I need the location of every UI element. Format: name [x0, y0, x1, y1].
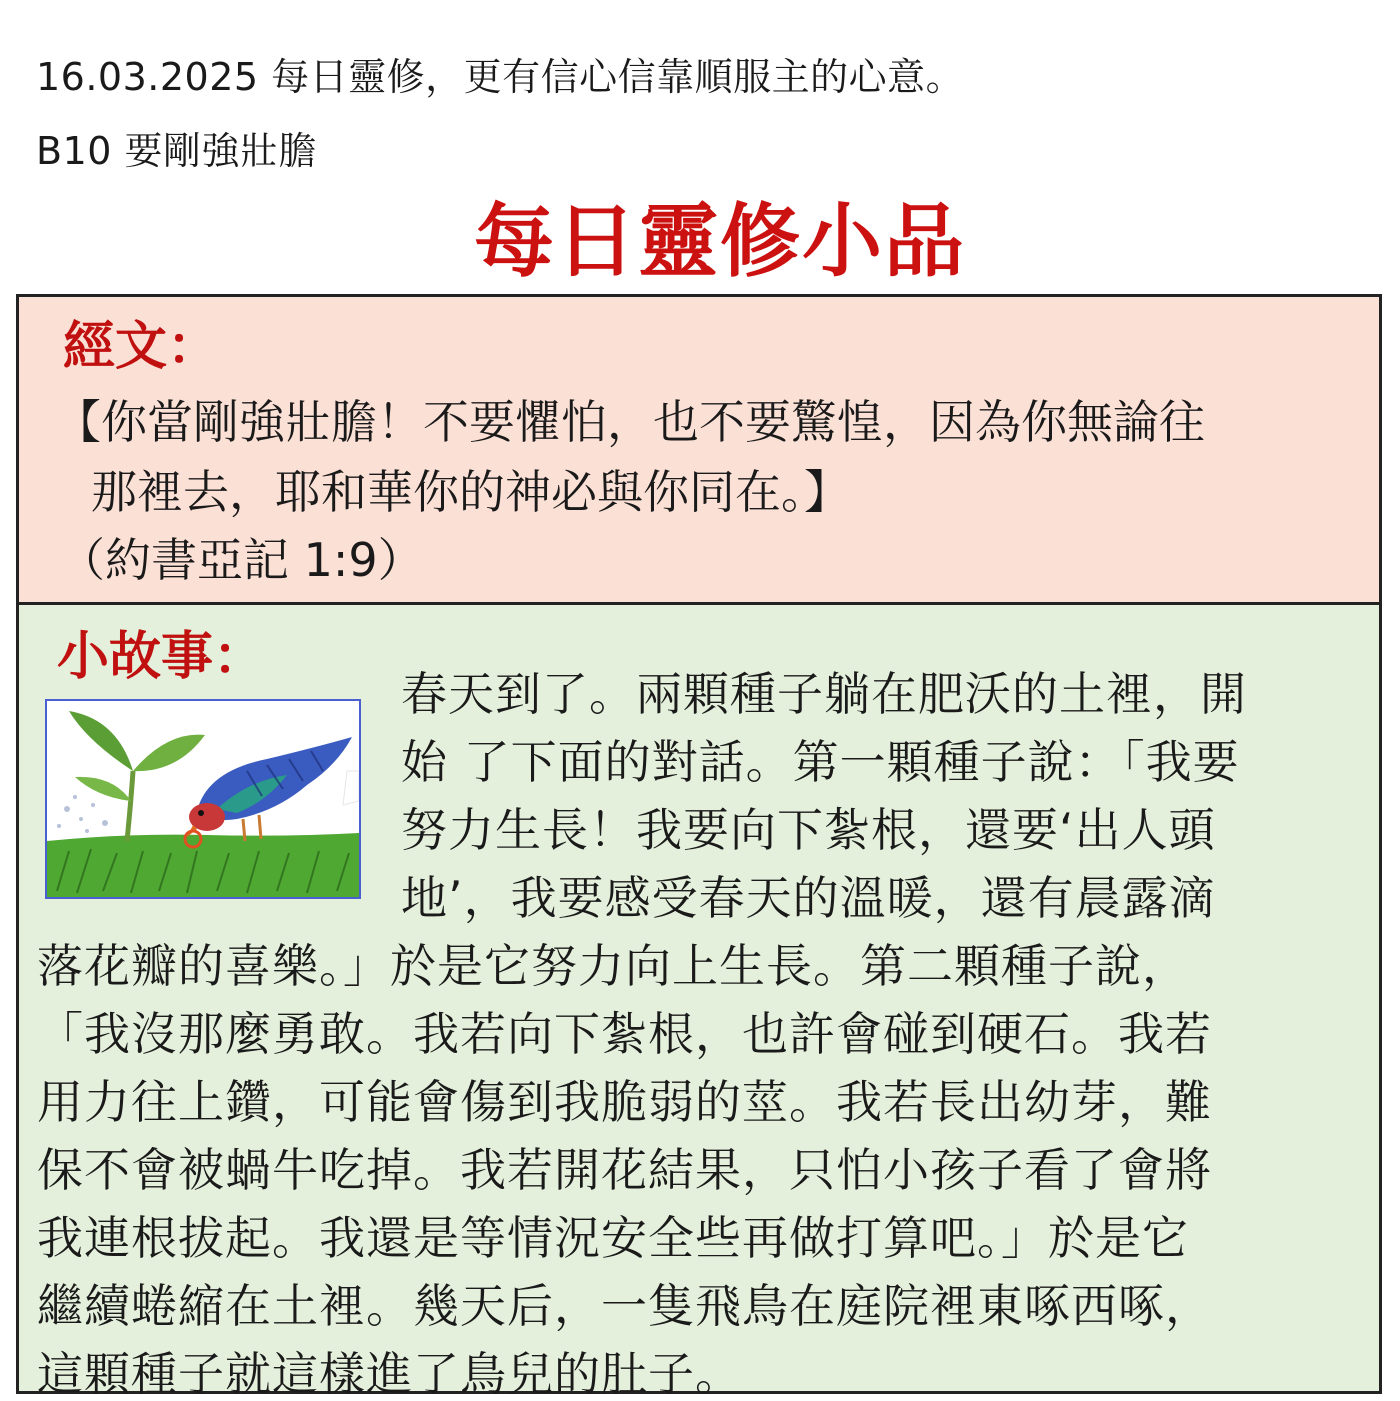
story-line-9: 我連根拔起。我還是等情況安全些再做打算吧。」於是它: [37, 1211, 1189, 1265]
story-line-10: 繼續蜷縮在土裡。幾天后，一隻飛鳥在庭院裡東啄西啄，: [37, 1279, 1212, 1333]
story-line-5: 落花瓣的喜樂。」於是它努力向上生長。第二顆種子說，: [37, 939, 1189, 993]
story-line-11: 這顆種子就這樣進了鳥兒的肚子。: [37, 1347, 742, 1401]
verse-section: [19, 297, 1379, 605]
verse-reference: （約書亞記 1:9）: [59, 533, 424, 587]
story-line-3: 努力生長！我要向下紮根，還要‘出人頭: [401, 803, 1216, 857]
story-line-7: 用力往上鑽，可能會傷到我脆弱的莖。我若長出幼芽，難: [37, 1075, 1212, 1129]
seedling-and-bird-illustration: [45, 699, 361, 899]
verse-line-2: 那裡去，耶和華你的神必與你同在。】: [91, 465, 850, 519]
date-devotion-line: 16.03.2025 每日靈修，更有信心信靠順服主的心意。: [36, 55, 965, 99]
story-heading: 小故事：: [57, 627, 266, 687]
story-section: [19, 605, 1379, 1401]
story-line-1: 春天到了。兩顆種子躺在肥沃的土裡，開: [401, 667, 1247, 721]
content-frame: [16, 294, 1382, 1401]
story-line-2: 始 了下面的對話。第一顆種子說：「我要: [401, 735, 1240, 789]
illustration-drawing: [47, 701, 359, 897]
lesson-code-line: B10 要剛強壯膽: [36, 129, 318, 173]
story-line-8: 保不會被蝸牛吃掉。我若開花結果，只怕小孩子看了會將: [37, 1143, 1212, 1197]
story-line-6: 「我沒那麼勇敢。我若向下紮根，也許會碰到硬石。我若: [37, 1007, 1212, 1061]
page-title: 每日靈修小品: [474, 195, 966, 288]
verse-line-1: 【你當剛強壯膽！不要懼怕，也不要驚惶，因為你無論往: [55, 395, 1205, 449]
verse-heading: 經文：: [63, 317, 220, 377]
story-line-4: 地’，我要感受春天的溫暖，還有晨露滴: [401, 871, 1216, 925]
